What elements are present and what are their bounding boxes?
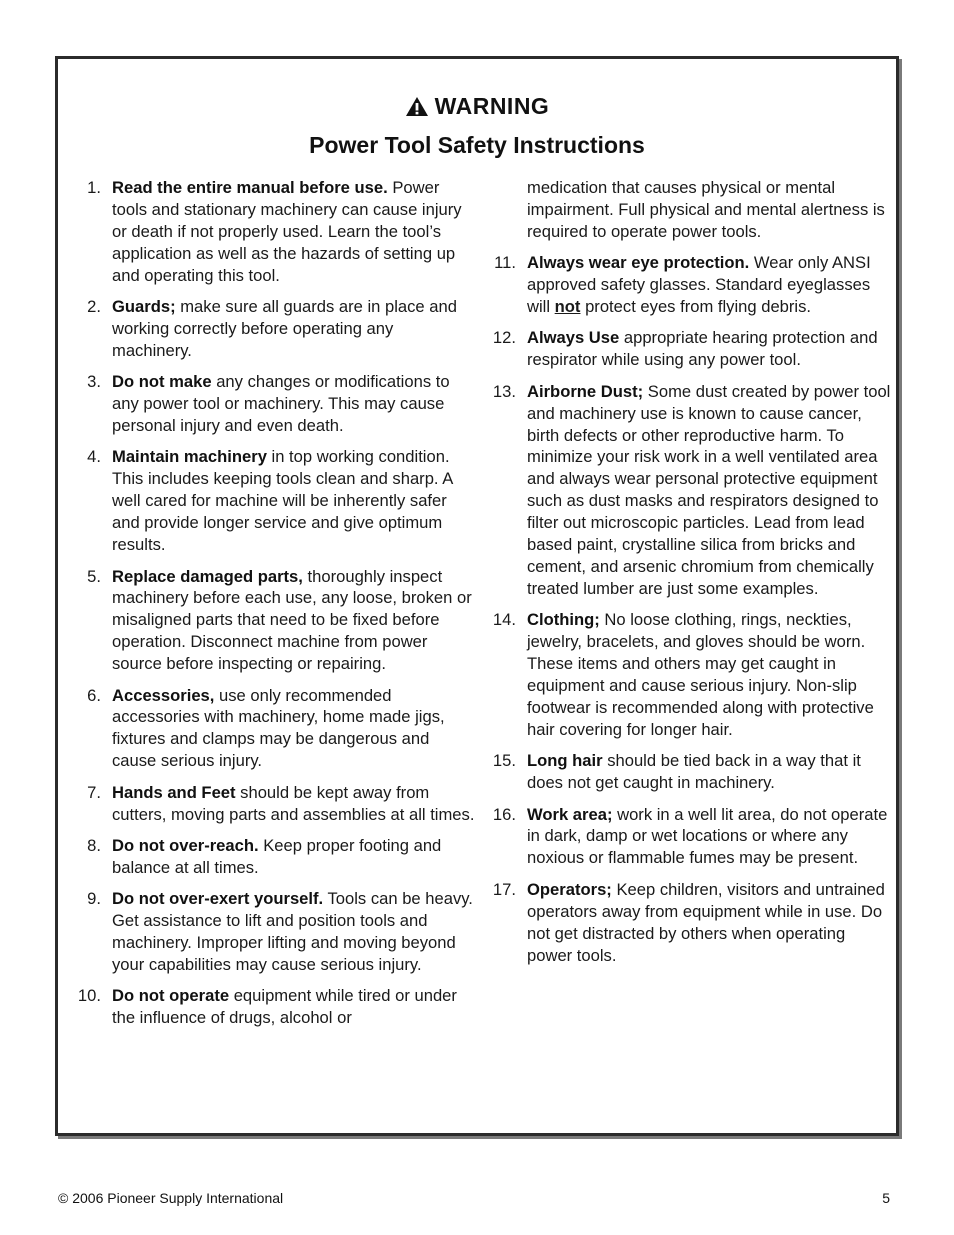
- item-heading: Work area;: [527, 804, 613, 824]
- page-number: 5: [882, 1190, 890, 1206]
- item-number: 9.: [87, 889, 101, 909]
- item-text: thoroughly inspect machinery before each use, any loose, broken or misaligned parts that need to be fixed before operation. Disconnect machine from power source before inspecting or repairing.: [112, 566, 472, 674]
- underlined-word: not: [554, 297, 581, 317]
- item-number: 16.: [492, 804, 516, 824]
- item-heading: Airborne Dust;: [527, 381, 644, 401]
- item-heading: Always Use: [527, 328, 620, 348]
- item-number: 3.: [87, 372, 101, 392]
- item-heading: Long hair: [527, 751, 603, 771]
- item-number: 5.: [87, 566, 101, 586]
- item-heading: Do not over-reach.: [112, 835, 259, 855]
- item-number: 8.: [87, 835, 101, 855]
- list-item: [75, 888, 475, 976]
- item-text: use only recommended accessories with machinery, home made jigs, fixtures and clamps may be dangerous and cause serious injury.: [112, 685, 445, 771]
- item-text: Wear only ANSI approved safety glasses. Standard eyeglasses will: [527, 253, 871, 317]
- list-item: [75, 177, 475, 287]
- item-heading: Read the entire manual before use.: [112, 178, 388, 197]
- item-text: should be tied back in a way that it does not get caught in machinery.: [527, 751, 861, 793]
- list-item: [490, 879, 895, 967]
- item-text: No loose clothing, rings, neckties, jewelry, bracelets, and gloves should be worn. These items and others may get caught in equipment and cause serious injury. Non-slip footwear is recommended along with protective hair covering for longer hair.: [527, 610, 874, 739]
- list-item: [75, 782, 475, 826]
- list-item: [490, 804, 895, 870]
- item-10-continuation: medication that causes physical or mental impairment. Full physical and mental alertness is required to operate power tools.: [527, 178, 885, 241]
- list-item: [490, 609, 895, 740]
- item-number: 14.: [492, 610, 516, 630]
- item-text: in top working condition. This includes keeping tools clean and sharp. A well cared for machine will be inherently safer and provide longer service and give optimum results.: [112, 447, 453, 555]
- item-number: 4.: [87, 447, 101, 467]
- list-item: [75, 985, 475, 1029]
- item-heading: Always wear eye protection.: [527, 253, 750, 273]
- item-text: make sure all guards are in place and working correctly before operating any machinery.: [112, 297, 457, 360]
- item-number: 12.: [492, 328, 516, 348]
- item-number: 2.: [87, 297, 101, 317]
- left-column: [75, 177, 475, 1039]
- item-number: 13.: [492, 381, 516, 401]
- item-text: appropriate hearing protection and respirator while using any power tool.: [527, 328, 878, 370]
- item-text: should be kept away from cutters, moving parts and assemblies at all times.: [112, 782, 475, 824]
- item-heading: Maintain machinery: [112, 447, 267, 467]
- copyright-footer: © 2006 Pioneer Supply International: [58, 1190, 284, 1206]
- page-title: Power Tool Safety Instructions: [309, 132, 645, 158]
- item-number: 7.: [87, 782, 101, 802]
- item-text: protect eyes from flying debris.: [580, 297, 812, 317]
- item-heading: Do not make: [112, 372, 212, 392]
- item-text: Tools can be heavy. Get assistance to lift and position tools and machinery. Improper lifting and moving beyond your capabilities may cause serious injury.: [112, 889, 473, 974]
- item-heading: Clothing;: [527, 610, 600, 630]
- item-text: Keep proper footing and balance at all times.: [112, 835, 442, 877]
- warning-heading: [405, 93, 550, 120]
- warning-box: [55, 56, 899, 1136]
- item-text: equipment while tired or under the influence of drugs, alcohol or: [112, 986, 457, 1028]
- item-text: any changes or modifications to any power tool or machinery. This may cause personal injury and even death.: [112, 372, 450, 436]
- item-heading: Accessories,: [112, 685, 215, 705]
- item-number: 1.: [87, 178, 101, 197]
- item-text: work in a well lit area, do not operate in dark, damp or wet locations or where any noxious or flammable fumes may be present.: [527, 804, 888, 868]
- item-text: Some dust created by power tool and machinery use is known to cause cancer, birth defects or other reproductive harm. To minimize your risk work in a well ventilated area and always wear personal protective equipment such as dust masks and respirators designed to filter out microscopic particles. Lead from lead based paint, crystalline silica from bricks and cement, and arsenic chromium from chemically treated lumber are just some examples.: [527, 381, 891, 598]
- right-column: [490, 177, 895, 976]
- item-heading: Do not over-exert yourself.: [112, 889, 324, 909]
- list-item: [490, 750, 895, 794]
- item-heading: Operators;: [527, 879, 612, 899]
- list-item: [490, 381, 895, 600]
- list-item: [490, 327, 895, 371]
- item-text: Power tools and stationary machinery can cause injury or death if not properly used. Learn the tool’s application as well as the hazards of setting up and operating this tool.: [112, 178, 462, 285]
- item-heading: Hands and Feet: [112, 782, 236, 802]
- item-heading: Do not operate: [112, 986, 230, 1006]
- list-item: [490, 252, 895, 318]
- item-text: Keep children, visitors and untrained operators away from equipment while in use. Do not get distracted by others when operating power tools.: [527, 879, 885, 965]
- item-number: 11.: [494, 253, 516, 273]
- list-item: [75, 835, 475, 879]
- item-heading: Guards;: [112, 297, 176, 317]
- list-item: [75, 446, 475, 556]
- list-item: [75, 371, 475, 437]
- item-number: 6.: [87, 685, 101, 705]
- item-number: 10.: [77, 986, 101, 1006]
- warning-label: WARNING: [434, 93, 550, 119]
- list-item: [75, 685, 475, 773]
- item-number: 15.: [492, 751, 516, 771]
- list-item: [75, 566, 475, 676]
- warning-triangle-icon: [405, 96, 429, 117]
- item-number: 17.: [492, 879, 516, 899]
- item-heading: Replace damaged parts,: [112, 566, 303, 586]
- list-item: [75, 296, 475, 362]
- warning-header: [58, 93, 896, 159]
